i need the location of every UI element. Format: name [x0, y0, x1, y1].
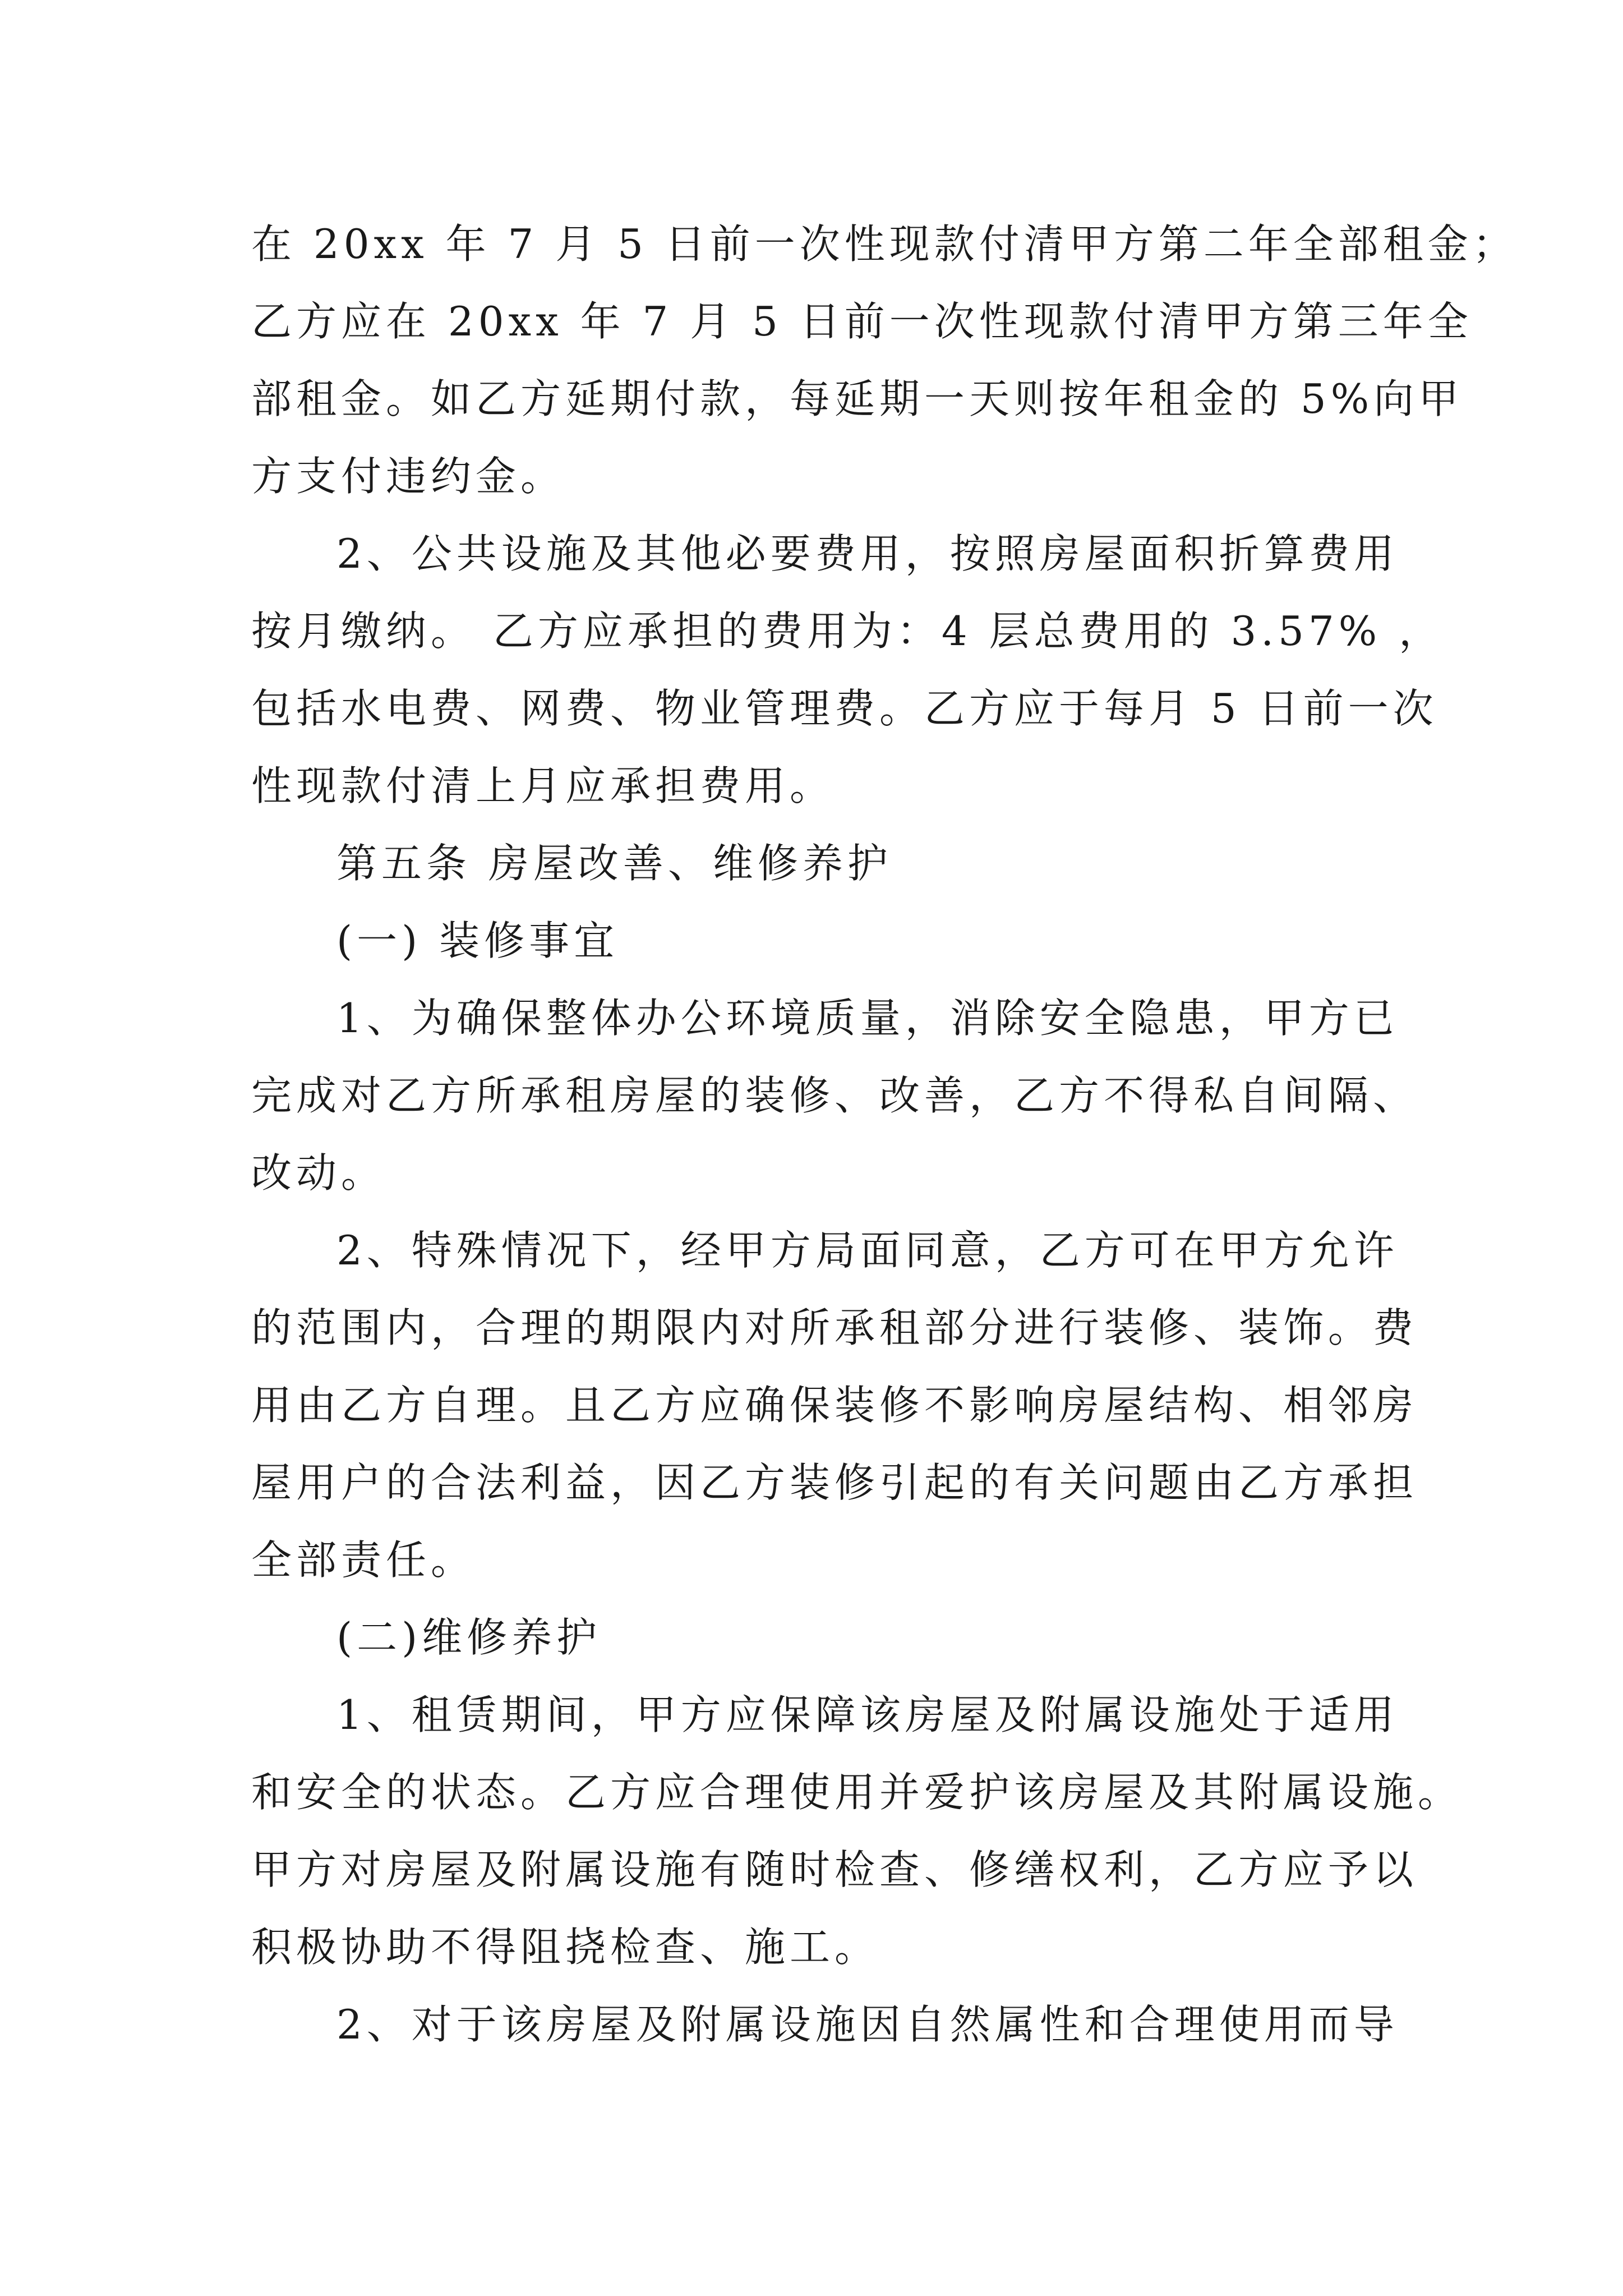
text-line: 积极协助不得阻挠检查、施工。 — [251, 1924, 880, 1971]
text-line: 和安全的状态。乙方应合理使用并爱护该房屋及其附属设施。 — [251, 1769, 1463, 1816]
text-line: 方支付违约金。 — [251, 453, 566, 500]
text-line: 性现款付清上月应承担费用。 — [251, 762, 835, 809]
text-line: 甲方对房屋及附属设施有随时检查、修缮权利，乙方应予以 — [251, 1846, 1418, 1893]
text-line: 用由乙方自理。且乙方应确保装修不影响房屋结构、相邻房 — [251, 1382, 1418, 1429]
text-line: 的范围内，合理的期限内对所承租部分进行装修、装饰。费 — [251, 1304, 1418, 1351]
text-line: 在 20xx 年 7 月 5 日前一次性现款付清甲方第二年全部租金； — [251, 220, 1518, 268]
text-line: 全部责任。 — [251, 1536, 476, 1584]
subsection-heading: (一) 装修事宜 — [336, 917, 619, 964]
text-line: 2、对于该房屋及附属设施因自然属性和合理使用而导 — [336, 2001, 1399, 2048]
text-line: 包括水电费、网费、物业管理费。乙方应于每月 5 日前一次 — [251, 685, 1438, 732]
subsection-heading: (二)维修养护 — [336, 1614, 602, 1661]
text-line: 1、为确保整体办公环境质量，消除安全隐患，甲方已 — [336, 995, 1399, 1042]
text-line: 2、公共设施及其他必要费用，按照房屋面积折算费用 — [336, 530, 1399, 577]
text-line: 1、租赁期间，甲方应保障该房屋及附属设施处于适用 — [336, 1691, 1399, 1738]
text-line: 改动。 — [251, 1149, 386, 1197]
text-line: 完成对乙方所承租房屋的装修、改善，乙方不得私自间隔、 — [251, 1072, 1418, 1119]
text-line: 部租金。如乙方延期付款，每延期一天则按年租金的 5%向甲 — [251, 375, 1464, 422]
text-line: 乙方应在 20xx 年 7 月 5 日前一次性现款付清甲方第三年全 — [251, 298, 1473, 345]
text-line: 屋用户的合法利益，因乙方装修引起的有关问题由乙方承担 — [251, 1459, 1418, 1506]
section-heading: 第五条 房屋改善、维修养护 — [336, 840, 892, 887]
text-line: 按月缴纳。 乙方应承担的费用为：4 层总费用的 3.57% ， — [251, 608, 1444, 655]
text-line: 2、特殊情况下，经甲方局面同意，乙方可在甲方允许 — [336, 1227, 1399, 1274]
